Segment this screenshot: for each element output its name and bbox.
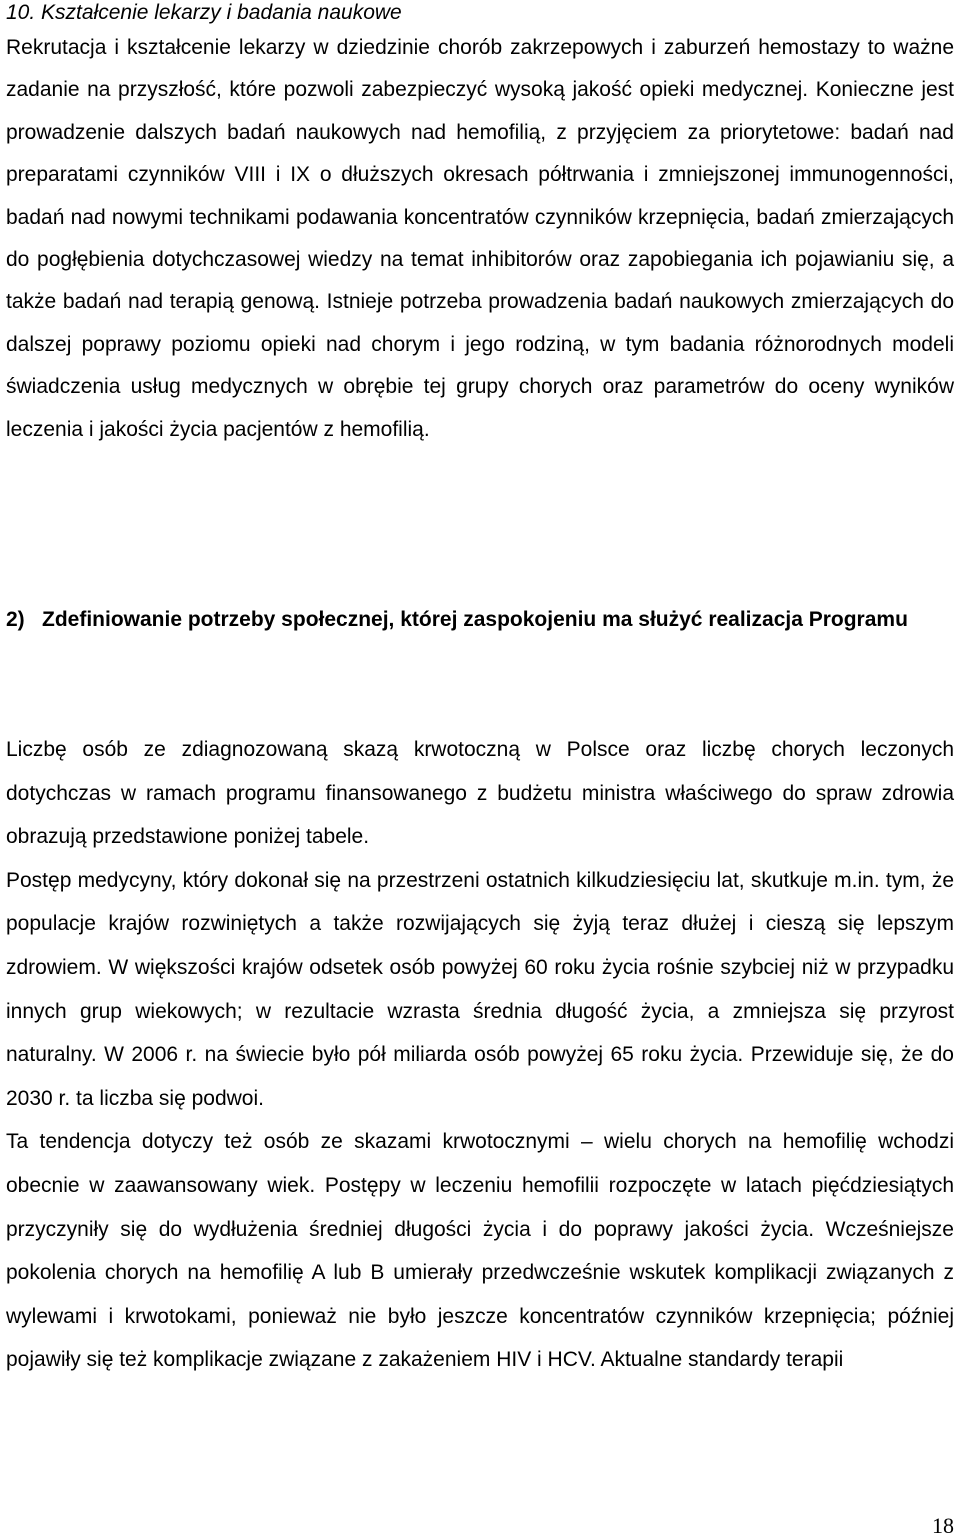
section-number: 2) [6,608,25,631]
document-page [6,0,954,1372]
paragraph-trend: Ta tendencja dotyczy też osób ze skazami krwotocznymi – wielu chorych na hemofilię wchodzi obecnie w zaawansowany wiek. Postępy w leczeniu hemofilii rozpoczęte w latach pięćdziesiątych przyczyniły się do wydłużenia średniej długości życia i do poprawy jakości życia. Wcześniejsze pokolenia chorych na hemofilię A lub B umierały przedwcześnie wskutek komplikacji związanych z wylewami i krwotokami, ponieważ nie było jeszcze koncentratów czynników krzepnięcia; później pojawiły się też komplikacje związane z zakażeniem HIV i HCV. Aktualne standardy terapii [6,1130,954,1372]
page-number: 18 [932,1513,954,1538]
paragraph-research: Rekrutacja i kształcenie lekarzy w dziedzinie chorób zakrzepowych i zaburzeń hemostazy to ważne zadanie na przyszłość, które pozwoli zabezpieczyć wysoką jakość opieki medycznej. Konieczne jest prowadzenie dalszych badań naukowych nad hemofilią, z przyjęciem za priorytetowe: badań nad preparatami czynników VIII i IX o dłuższych okresach półtrwania i zmniejszonej immunogenności, badań nad nowymi technikami podawania koncentratów czynników krzepnięcia, badań zmierzających do pogłębienia dotychczasowej wiedzy na temat inhibitorów oraz zapobiegania ich pojawianiu się, a także badań nad terapią genową. Istnieje potrzeba prowadzenia badań naukowych zmierzających do dalszej poprawy poziomu opieki nad chorym i jego rodziną, w tym badania różnorodnych modeli świadczenia usług medycznych w obrębie tej grupy chorych oraz parametrów do oceny wyników leczenia i jakości życia pacjentów z hemofilią. [6,36,954,441]
section-title: Zdefiniowanie potrzeby społecznej, której zaspokojeniu ma służyć realizacja Programu [42,608,908,631]
paragraph-tables-intro: Liczbę osób ze zdiagnozowaną skazą krwotoczną w Polsce oraz liczbę chorych leczonych dotychczas w ramach programu finansowanego z budżetu ministra właściwego do spraw zdrowia obrazują przedstawione poniżej tabele. [6,738,954,849]
subheading: 10. Kształcenie lekarzy i badania naukowe [6,1,402,24]
paragraph-medical-progress: Postęp medycyny, który dokonał się na przestrzeni ostatnich kilkudziesięciu lat, skutkuje m.in. tym, że populacje krajów rozwiniętych a także rozwijających się żyją teraz dłużej i cieszą się lepszym zdrowiem. W większości krajów odsetek osób powyżej 60 roku życia rośnie szybciej niż w przypadku innych grup wiekowych; w rezultacie wzrasta średnia długość życia, a zmniejsza się przyrost naturalny. W 2006 r. na świecie było pół miliarda osób powyżej 65 roku życia. Przewiduje się, że do 2030 r. ta liczba się podwoi. [6,868,954,1110]
section-body [6,728,954,1382]
section-heading [6,598,954,641]
